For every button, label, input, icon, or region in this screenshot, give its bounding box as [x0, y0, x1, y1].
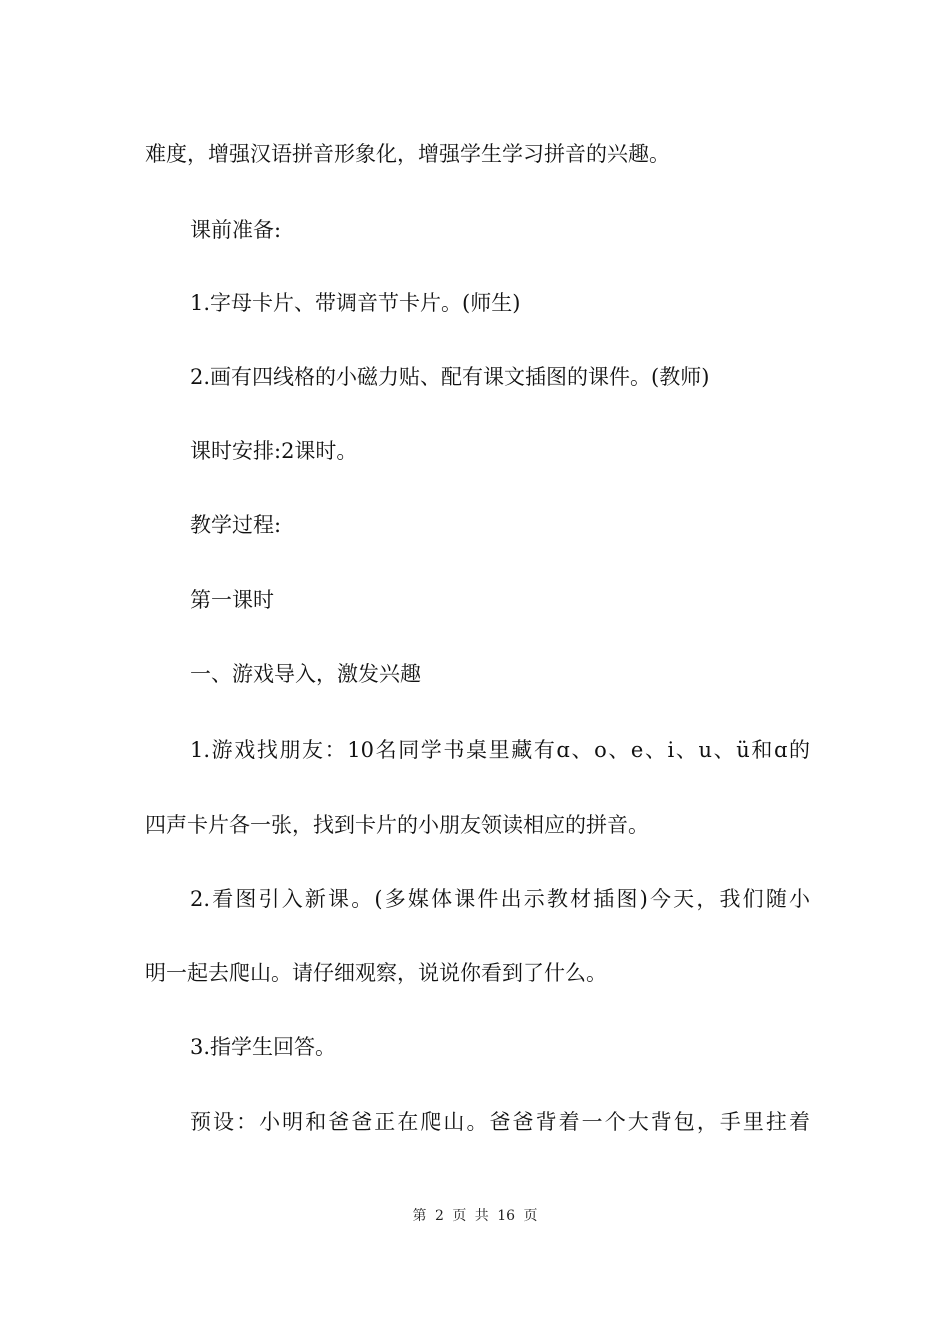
paragraph-line-2: 课前准备:	[190, 218, 282, 242]
paragraph-line-3: 1.字母卡片、带调音节卡片。(师生)	[190, 291, 521, 315]
paragraph-line-10: 四声卡片各一张，找到卡片的小朋友领读相应的拼音。	[145, 813, 649, 837]
footer-page-word: 页	[452, 1208, 467, 1224]
paragraph-line-14: 预设：小明和爸爸正在爬山。爸爸背着一个大背包，手里拄着	[190, 1110, 810, 1134]
footer-page-number: 2	[434, 1208, 444, 1224]
paragraph-line-13: 3.指学生回答。	[190, 1035, 337, 1059]
footer-total-pages: 16	[497, 1208, 516, 1224]
paragraph-line-9: 1.游戏找朋友：10名同学书桌里藏有ɑ、o、e、i、u、ü和ɑ的	[190, 738, 810, 762]
page-footer	[0, 1206, 950, 1226]
footer-total-word: 共	[474, 1208, 489, 1224]
footer-suffix: 页	[523, 1208, 538, 1224]
paragraph-line-11: 2.看图引入新课。(多媒体课件出示教材插图)今天，我们随小	[190, 887, 810, 911]
paragraph-line-7: 第一课时	[190, 588, 274, 612]
footer-prefix: 第	[412, 1208, 427, 1224]
paragraph-line-6: 教学过程:	[190, 513, 282, 537]
paragraph-line-8: 一、游戏导入，激发兴趣	[190, 662, 421, 686]
paragraph-line-1: 难度，增强汉语拼音形象化，增强学生学习拼音的兴趣。	[145, 142, 670, 166]
paragraph-line-5: 课时安排:2课时。	[190, 439, 358, 463]
paragraph-line-4: 2.画有四线格的小磁力贴、配有课文插图的课件。(教师)	[190, 365, 710, 389]
paragraph-line-12: 明一起去爬山。请仔细观察，说说你看到了什么。	[145, 961, 607, 985]
